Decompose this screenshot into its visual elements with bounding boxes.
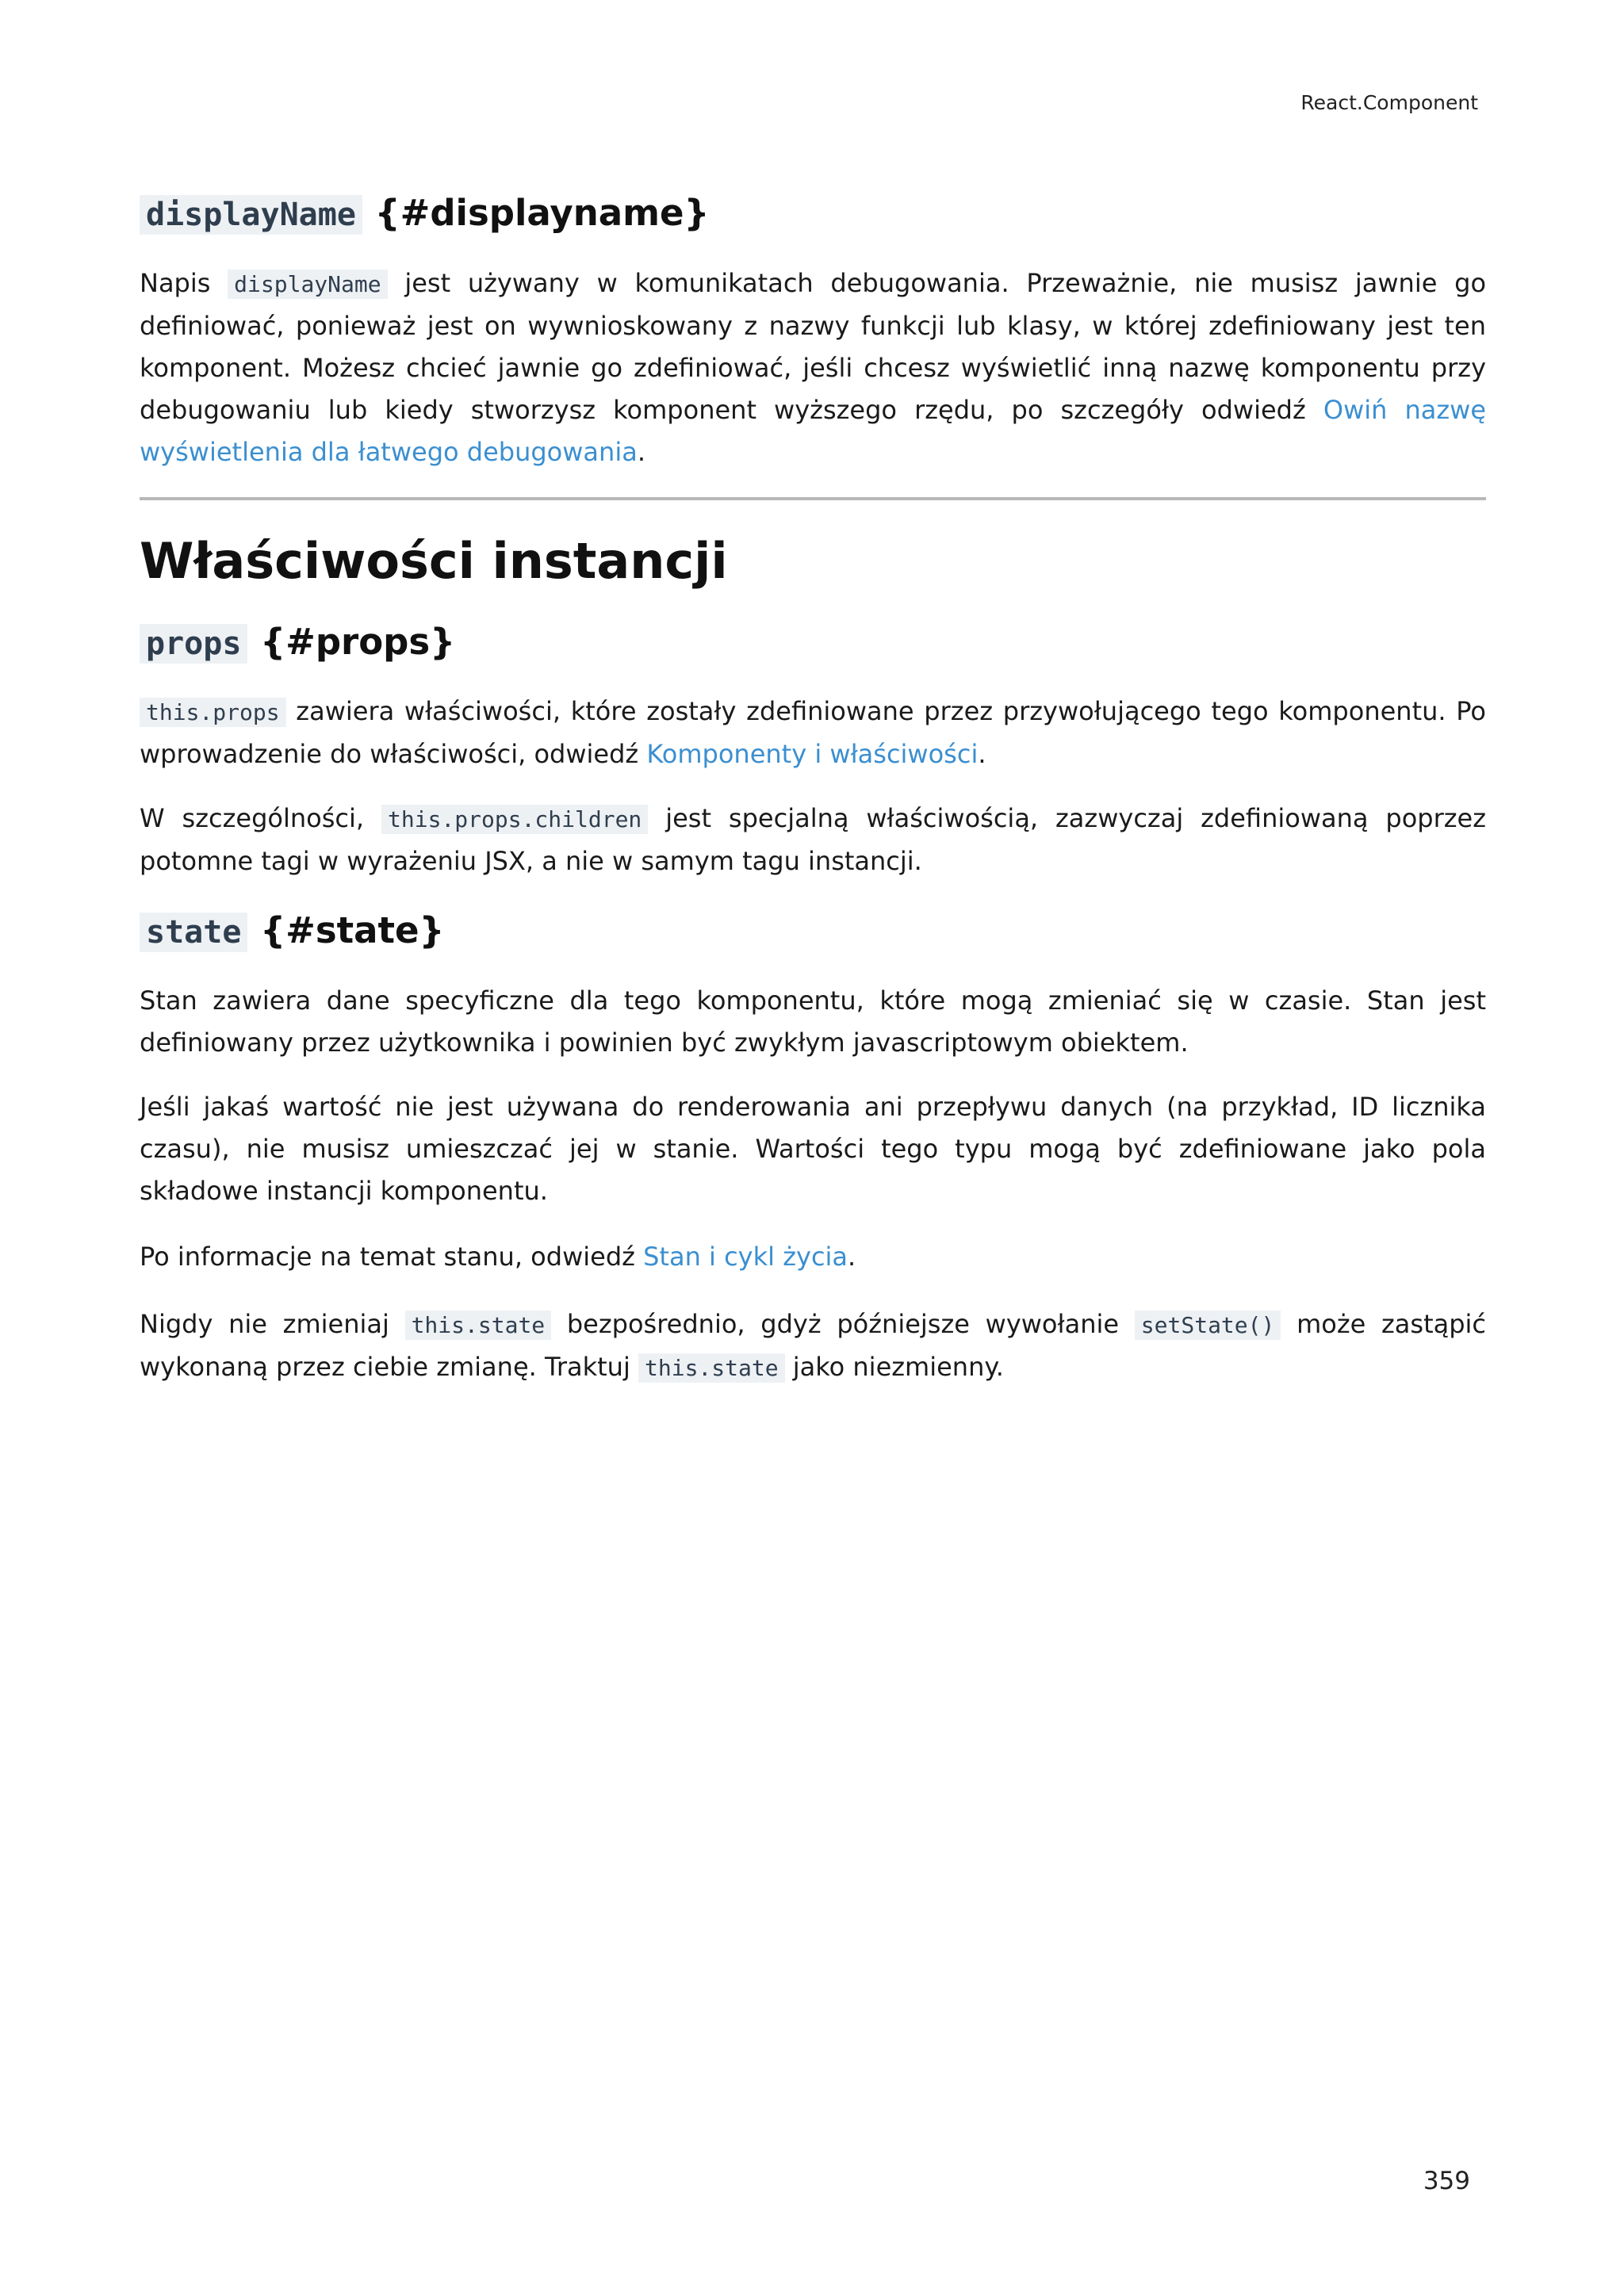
heading-instance-properties: Właściwości instancji [140, 532, 728, 590]
section-divider [140, 497, 1486, 500]
running-header: React.Component [1300, 91, 1478, 114]
heading-code: props [140, 624, 247, 664]
heading-code: state [140, 913, 247, 952]
paragraph-state-2: Jeśli jakaś wartość nie jest używana do renderowania ani przepływu danych (na przykład, ID licznika czasu), nie musisz umieszczać jej w stanie. Wartości tego typu mogą być zdefiniowane jako pola składowe instancji komponentu. [140, 1092, 1486, 1206]
link-state-and-lifecycle[interactable]: Stan i cykl życia [643, 1242, 848, 1272]
inline-code: this.state [638, 1353, 785, 1383]
heading-props [140, 617, 455, 669]
inline-code: displayName [228, 270, 387, 299]
inline-code: setState() [1135, 1311, 1281, 1340]
link-wrap-display-name[interactable]: Owiń nazwę wyświetlenia dla łatwego debugowania [140, 395, 1487, 467]
heading-code: displayName [140, 195, 362, 235]
inline-code: this.state [405, 1311, 552, 1340]
paragraph-displayname: Napis displayName jest używany w komunikatach debugowania. Przeważnie, nie musisz jawnie go definiować, ponieważ jest on wywnioskowany z nazwy funkcji lub klasy, w której zdefiniowany jest ten komponent. Możesz chcieć jawnie go zdefiniować, jeśli chcesz wyświetlić inną nazwę komponentu przy debugowaniu lub kiedy stworzysz komponent wyższego rzędu, po szczegóły odwiedź Owiń nazwę wyświetlenia dla łatwego debugowania. [140, 268, 1487, 467]
paragraph-state-1: Stan zawiera dane specyficzne dla tego komponentu, które mogą zmieniać się w czasie. Stan jest definiowany przez użytkownika i powinien być zwykłym javascriptowym obiektem. [140, 985, 1486, 1058]
paragraph-props-1: this.props zawiera właściwości, które zostały zdefiniowane przez przywołującego tego komponentu. Po wprowadzenie do właściwości, odwiedź Komponenty i właściwości. [140, 696, 1487, 769]
link-components-and-props[interactable]: Komponenty i właściwości [646, 739, 979, 769]
heading-anchor: {#state} [260, 909, 445, 951]
inline-code: this.props [140, 698, 286, 727]
heading-state [140, 905, 445, 958]
heading-displayname [140, 188, 710, 240]
paragraph-props-2: W szczególności, this.props.children jest specjalną właściwością, zazwyczaj zdefiniowaną poprzez potomne tagi w wyrażeniu JSX, a nie w samym tagu instancji. [140, 803, 1487, 876]
page-number: 359 [1423, 2167, 1470, 2195]
heading-anchor: {#props} [260, 621, 456, 663]
inline-code: this.props.children [381, 805, 648, 834]
heading-anchor: {#displayname} [374, 192, 710, 234]
paragraph-state-3: Po informacje na temat stanu, odwiedź Stan i cykl życia. [140, 1242, 856, 1272]
paragraph-state-4: Nigdy nie zmieniaj this.state bezpośrednio, gdyż późniejsze wywołanie setState() może zastąpić wykonaną przez ciebie zmianę. Traktuj this.state jako niezmienny. [140, 1309, 1487, 1382]
